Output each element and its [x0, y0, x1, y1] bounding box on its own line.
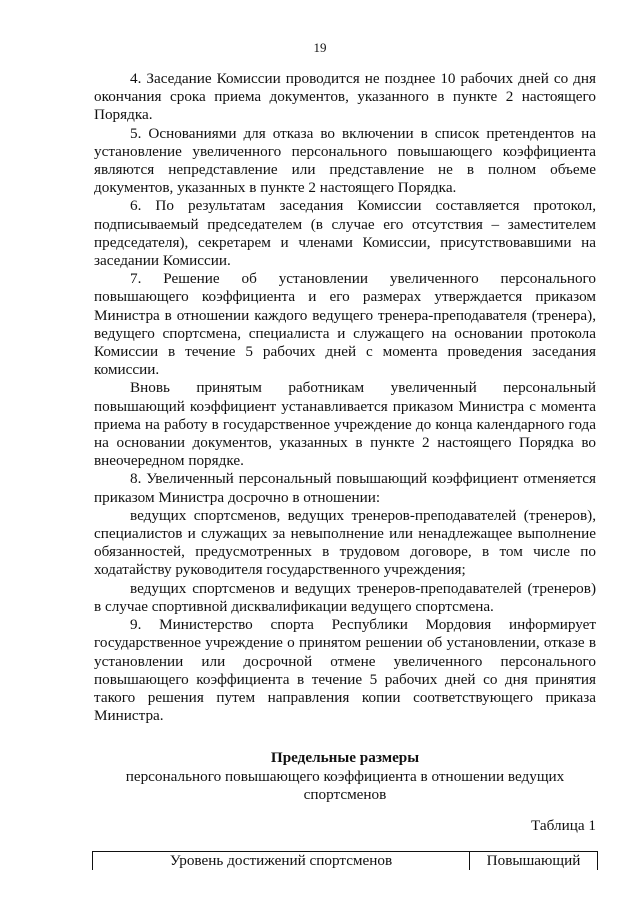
paragraph-new-employees: Вновь принятым работникам увеличенный персональный повышающий коэффициент устанавливается приказом Министра с момента приема на работу в государственное учреждение до конца календарного года на основании документов, указанных в пункте 2 настоящего Порядка во внеочередном порядке. [94, 379, 596, 470]
paragraph-item-6: 6. По результатам заседания Комиссии составляется протокол, подписываемый председателем (в случае его отсутствия – заместителем председателя), секретарем и членами Комиссии, присутствовавшими на заседании Комиссии. [94, 197, 596, 270]
table-header-coefficient: Повышающий [486, 851, 581, 869]
paragraph-item-8-sub-1: ведущих спортсменов, ведущих тренеров-преподавателей (тренеров), специалистов и служащих за невыполнение или ненадлежащее выполнение обязанностей, предусмотренных в трудовом договоре, в том числе по ходатайству руководителя государственного учреждения; [94, 506, 596, 579]
table-label: Таблица 1 [531, 816, 596, 834]
page-number: 19 [313, 40, 327, 55]
section-heading: Предельные размеры [270, 749, 420, 767]
table-header-row [92, 851, 598, 870]
paragraph-item-9: 9. Министерство спорта Республики Мордовия информирует государственное учреждение о принятом решении об установлении, отказе в установлении или досрочной отмене увеличенного персонального повышающего коэффициента в течение 5 рабочих дней со дня принятия такого решения путем направления копии соответствующего приказа Министра. [94, 616, 596, 725]
paragraph-item-8: 8. Увеличенный персональный повышающий коэффициент отменяется приказом Министра досрочно в отношении: [94, 470, 596, 506]
table-header-level: Уровень достижений спортсменов [93, 852, 470, 870]
document-body [94, 70, 596, 870]
paragraph-item-8-sub-2: ведущих спортсменов и ведущих тренеров-преподавателей (тренеров) в случае спортивной дисквалификации ведущего спортсмена. [94, 579, 596, 615]
paragraph-item-7: 7. Решение об установлении увеличенного персонального повышающего коэффициента и его размерах утверждается приказом Министра в отношении каждого ведущего тренера-преподавателя (тренера), ведущего спортсмена, специалиста и служащего на основании протокола Комиссии в течение 5 рабочих дней с момента проведения заседания комиссии. [94, 270, 596, 379]
section-subheading: персонального повышающего коэффициента в отношении ведущих спортсменов [125, 767, 565, 804]
paragraph-item-5: 5. Основаниями для отказа во включении в список претендентов на установление увеличенного персонального повышающего коэффициента являются непредставление или представление не в полном объеме документов, указанных в пункте 2 настоящего Порядка. [94, 124, 596, 197]
paragraph-item-4: 4. Заседание Комиссии проводится не позднее 10 рабочих дней со дня окончания срока приема документов, указанного в пункте 2 настоящего Порядка. [94, 70, 596, 124]
